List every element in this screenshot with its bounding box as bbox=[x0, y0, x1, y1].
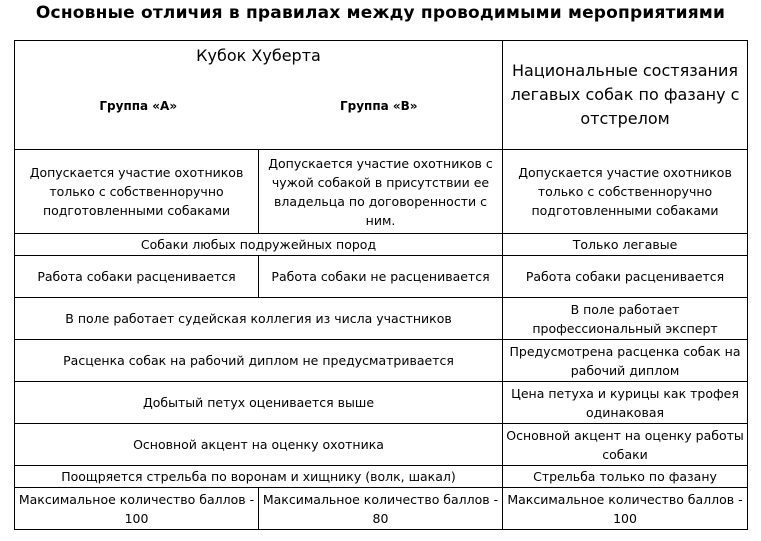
cell-group-a: Допускается участие охотников только с собственноручно подготовленными собаками bbox=[15, 150, 259, 234]
cell-cup-merged: Поощряется стрельба по воронам и хищнику (волк, шакал) bbox=[15, 466, 503, 488]
cell-group-b: Допускается участие охотников с чужой собакой в присутствии ее владельца по договоренности с ним. bbox=[259, 150, 503, 234]
table-row bbox=[15, 382, 748, 424]
header-cup-cell bbox=[15, 41, 503, 150]
table-row bbox=[15, 298, 748, 340]
cell-national: Основной акцент на оценку работы собаки bbox=[503, 424, 748, 466]
cell-group-b: Работа собаки не расценивается bbox=[259, 256, 503, 298]
cell-cup-merged: Расценка собак на рабочий диплом не предусматривается bbox=[15, 340, 503, 382]
table-row bbox=[15, 340, 748, 382]
comparison-table bbox=[14, 40, 748, 530]
cell-national: Допускается участие охотников только с собственноручно подготовленными собаками bbox=[503, 150, 748, 234]
cell-group-a: Максимальное количество баллов - 100 bbox=[15, 488, 259, 530]
cell-national: Максимальное количество баллов - 100 bbox=[503, 488, 748, 530]
cell-group-a: Работа собаки расценивается bbox=[15, 256, 259, 298]
table-header-row bbox=[15, 41, 748, 150]
cell-national: Работа собаки расценивается bbox=[503, 256, 748, 298]
cell-national: Стрельба только по фазану bbox=[503, 466, 748, 488]
table-row bbox=[15, 150, 748, 234]
page-title: Основные отличия в правилах между проводимыми мероприятиями bbox=[35, 3, 726, 23]
header-national: Национальные состязания легавых собак по фазану с отстрелом bbox=[503, 41, 748, 150]
header-cup: Кубок Хуберта bbox=[196, 46, 321, 65]
table-row bbox=[15, 466, 748, 488]
cell-national: Цена петуха и курицы как трофея одинаковая bbox=[503, 382, 748, 424]
header-group-a: Группа «А» bbox=[99, 99, 178, 113]
cell-national: В поле работает профессиональный эксперт bbox=[503, 298, 748, 340]
table-row bbox=[15, 424, 748, 466]
header-groups bbox=[18, 97, 499, 116]
table-row bbox=[15, 256, 748, 298]
cell-cup-merged: В поле работает судейская коллегия из числа участников bbox=[15, 298, 503, 340]
cell-cup-merged: Собаки любых подружейных пород bbox=[15, 234, 503, 256]
cell-national: Только легавые bbox=[503, 234, 748, 256]
cell-national: Предусмотрена расценка собак на рабочий диплом bbox=[503, 340, 748, 382]
header-group-b: Группа «В» bbox=[339, 99, 418, 113]
table-row bbox=[15, 488, 748, 530]
table-row bbox=[15, 234, 748, 256]
cell-cup-merged: Основной акцент на оценку охотника bbox=[15, 424, 503, 466]
cell-cup-merged: Добытый петух оценивается выше bbox=[15, 382, 503, 424]
cell-group-b: Максимальное количество баллов - 80 bbox=[259, 488, 503, 530]
